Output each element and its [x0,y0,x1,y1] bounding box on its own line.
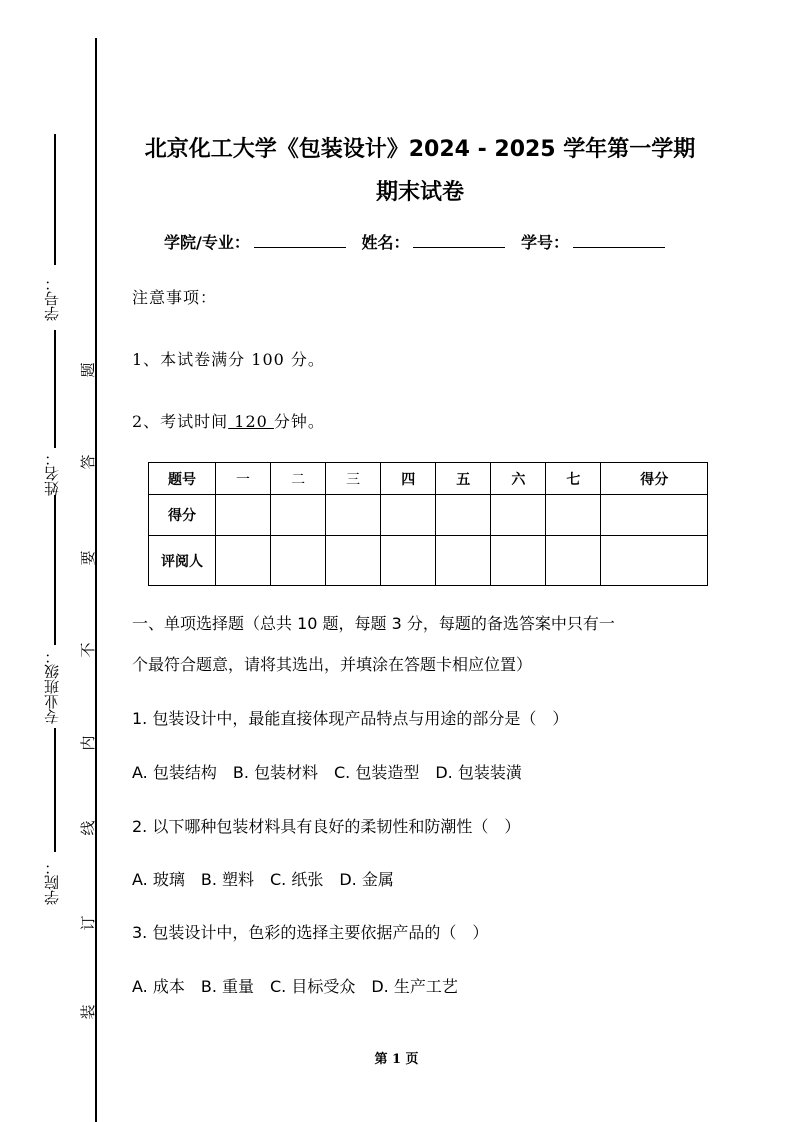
student-id-label: 学号： [521,233,570,252]
row-label: 得分 [149,495,216,536]
grader-cell[interactable] [381,536,436,586]
header-cell: 四 [381,463,436,495]
margin-major-class-label: 专业班级： [43,649,61,725]
question-2-stem: 2. 以下哪种包装材料具有良好的柔韧性和防潮性（ ） [132,817,521,836]
score-cell[interactable] [381,495,436,536]
header-cell: 六 [491,463,546,495]
header-cell: 得分 [601,463,708,495]
score-cell[interactable] [436,495,491,536]
field-line-segment [54,495,56,645]
grader-cell[interactable] [326,536,381,586]
margin-warning-char: 装 [79,1004,97,1020]
field-line-segment [54,330,56,448]
header-cell: 一 [216,463,271,495]
college-major-blank[interactable] [254,233,346,248]
exam-subtitle: 期末试卷 [375,180,464,205]
grader-cell[interactable] [546,536,601,586]
question-2-options: A. 玻璃 B. 塑料 C. 纸张 D. 金属 [132,870,394,889]
header-cell: 五 [436,463,491,495]
header-cell: 三 [326,463,381,495]
header-cell: 二 [271,463,326,495]
score-cell[interactable] [326,495,381,536]
field-line-segment [54,134,56,265]
score-cell[interactable] [271,495,326,536]
margin-warning-char: 线 [79,820,97,836]
name-blank[interactable] [413,233,505,248]
margin-warning-char: 订 [79,915,97,931]
score-cell[interactable] [601,495,708,536]
section-1-heading-line-1: 一、单项选择题（总共 10 题，每题 3 分，每题的备选答案中只有一 [132,614,615,633]
notes-heading: 注意事项： [132,288,218,307]
score-cell[interactable] [216,495,271,536]
note-item-2-prefix: 2、考试时间 [132,412,229,431]
score-cell[interactable] [546,495,601,536]
grader-cell[interactable] [491,536,546,586]
question-3-stem: 3. 包装设计中，色彩的选择主要依据产品的（ ） [132,923,489,942]
header-cell: 七 [546,463,601,495]
name-label: 姓名： [361,233,410,252]
student-id-blank[interactable] [573,233,665,248]
note-item-2 [132,409,325,432]
margin-warning-char: 要 [79,550,97,566]
margin-warning-char: 内 [79,735,97,751]
note-item-1: 1、本试卷满分 100 分。 [132,350,325,369]
section-1-heading-line-2: 个最符合题意，请将其选出，并填涂在答题卡相应位置） [132,655,533,674]
margin-college-label: 学院： [43,860,61,906]
student-info-line [164,230,675,253]
question-1-options: A. 包装结构 B. 包装材料 C. 包装造型 D. 包装装潢 [132,763,522,782]
margin-warning-char: 答 [79,454,97,470]
grader-row [149,536,708,586]
grader-cell[interactable] [601,536,708,586]
grader-cell[interactable] [436,536,491,586]
exam-duration-value: 120 [228,412,274,431]
question-3-options: A. 成本 B. 重量 C. 目标受众 D. 生产工艺 [132,977,458,996]
header-cell: 题号 [149,463,216,495]
score-table [148,462,708,586]
note-item-2-suffix: 分钟。 [273,412,325,431]
score-cell[interactable] [491,495,546,536]
score-row [149,495,708,536]
exam-title: 北京化工大学《包装设计》2024 - 2025 学年第一学期 [144,137,696,162]
college-major-label: 学院/专业： [164,233,250,252]
margin-name-label: 姓名： [43,451,61,497]
field-line-segment [54,728,56,852]
grader-cell[interactable] [216,536,271,586]
margin-student-id-label: 学号： [43,276,61,322]
question-1-stem: 1. 包装设计中，最能直接体现产品特点与用途的部分是（ ） [132,709,569,728]
margin-warning-char: 题 [79,362,97,378]
grader-cell[interactable] [271,536,326,586]
row-label: 评阅人 [149,536,216,586]
margin-warning-char: 不 [79,642,97,658]
score-table-header-row [149,463,708,495]
page-number: 第 1 页 [374,1052,419,1067]
binding-line [95,38,97,1122]
